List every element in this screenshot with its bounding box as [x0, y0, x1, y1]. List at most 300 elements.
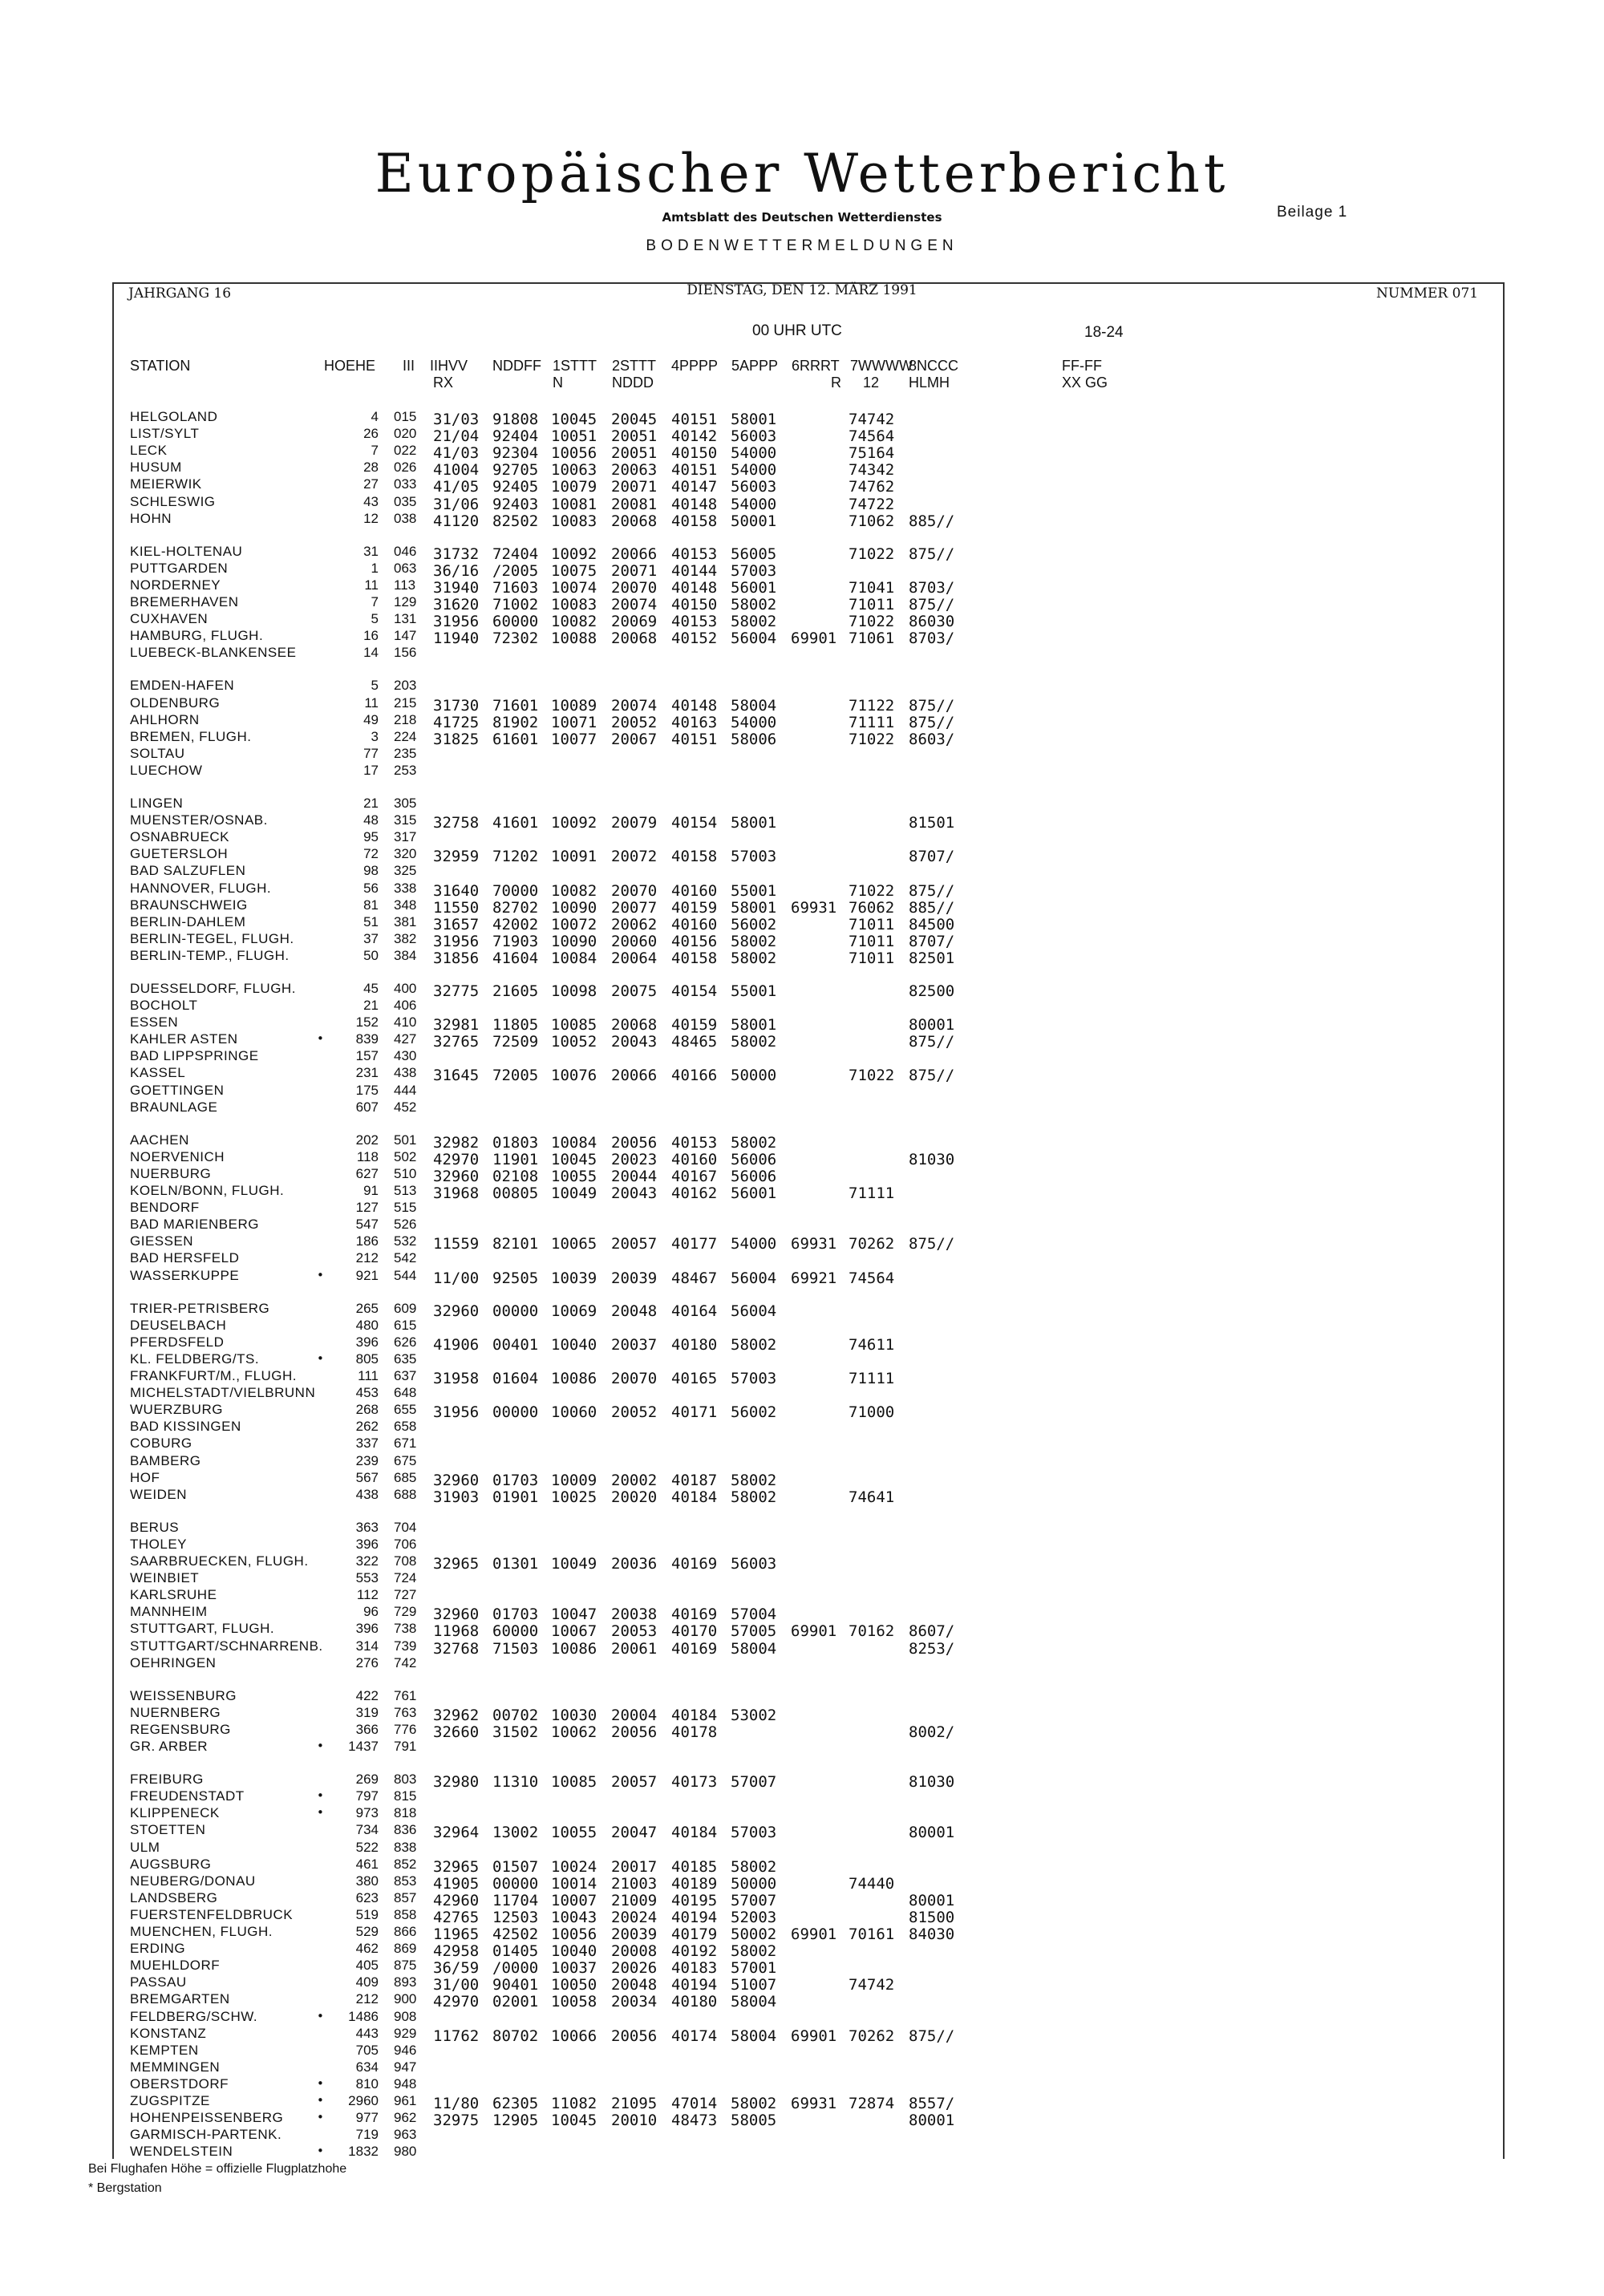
table-row [0, 1217, 1604, 1234]
table-row [0, 1587, 1604, 1605]
section-heading: BODENWETTERMELDUNGEN [646, 237, 958, 254]
station-height: 409 [355, 1974, 379, 1990]
group-iihvv: 31732 [433, 545, 480, 563]
station-index: 893 [394, 1974, 417, 1990]
group-5appp: 56006 [731, 1151, 777, 1168]
group-iihvv: 11550 [433, 899, 480, 917]
group-nddff: 92403 [492, 496, 539, 513]
group-nddff: 70000 [492, 882, 539, 900]
station-name: FREUDENSTADT [130, 1788, 245, 1804]
station-height: 396 [355, 1334, 379, 1350]
group-2sttt: 20066 [611, 545, 658, 563]
group-5appp: 56004 [731, 630, 777, 647]
station-height: 45 [363, 981, 379, 996]
station-name: LIST/SYLT [130, 426, 200, 441]
group-iihvv: 31/03 [433, 411, 480, 428]
group-4pppp: 40180 [671, 1336, 718, 1354]
group-2sttt: 20004 [611, 1707, 658, 1724]
station-index: 836 [394, 1822, 417, 1837]
group-iihvv: 31903 [433, 1488, 480, 1506]
group-4pppp: 40158 [671, 512, 718, 530]
group-nddff: 00000 [492, 1302, 539, 1320]
station-name: MUENSTER/OSNAB. [130, 812, 268, 828]
col-header-xxgg: XX GG [1062, 375, 1108, 391]
station-index: 015 [394, 409, 417, 424]
station-height: 49 [363, 712, 379, 727]
group-5appp: 57003 [731, 848, 777, 865]
group-nddff: 01507 [492, 1858, 539, 1876]
table-row [0, 1402, 1604, 1419]
group-iihvv: 41004 [433, 461, 480, 479]
group-4pppp: 40179 [671, 1925, 718, 1943]
group-1sttt: 10050 [551, 1976, 597, 1994]
station-index: 875 [394, 1958, 417, 1973]
table-row [0, 2059, 1604, 2077]
station-name: FELDBERG/SCHW. [130, 2009, 258, 2024]
group-nddff: 72509 [492, 1033, 539, 1051]
group-8nccc: 8253/ [909, 1640, 955, 1658]
group-4pppp: 40162 [671, 1184, 718, 1202]
group-nddff: /2005 [492, 562, 539, 580]
table-row [0, 1233, 1604, 1251]
table-row [0, 2026, 1604, 2043]
group-1sttt: 10083 [551, 512, 597, 530]
station-height: 11 [364, 695, 379, 711]
station-height: 2960 [348, 2093, 379, 2108]
col-header-station: STATION [130, 358, 191, 374]
station-index: 038 [394, 511, 417, 526]
table-row [0, 1419, 1604, 1436]
group-nddff: 72302 [492, 630, 539, 647]
station-name: BAD SALZUFLEN [130, 863, 246, 878]
station-name: OBERSTDORF [130, 2076, 229, 2092]
station-height: 443 [355, 2026, 379, 2041]
station-index: 609 [394, 1301, 417, 1316]
group-4pppp: 40195 [671, 1892, 718, 1909]
group-1sttt: 10047 [551, 1606, 597, 1623]
station-height: 265 [355, 1301, 379, 1316]
station-index: 035 [394, 494, 417, 509]
group-8nccc: 8703/ [909, 630, 955, 647]
station-index: 325 [394, 863, 417, 878]
group-iihvv: 41725 [433, 714, 480, 731]
group-5appp: 55001 [731, 982, 777, 1000]
group-7wwww: 74722 [849, 496, 895, 513]
group-2sttt: 20053 [611, 1622, 658, 1640]
station-name: BAD HERSFELD [130, 1250, 240, 1265]
table-row [0, 746, 1604, 763]
group-4pppp: 40177 [671, 1235, 718, 1253]
group-5appp: 58006 [731, 731, 777, 748]
station-name: GUETERSLOH [130, 846, 229, 861]
group-nddff: 72005 [492, 1067, 539, 1084]
table-row [0, 1351, 1604, 1369]
group-4pppp: 40164 [671, 1302, 718, 1320]
group-1sttt: 10076 [551, 1067, 597, 1084]
group-nddff: 62305 [492, 2095, 539, 2112]
station-index: 853 [394, 1873, 417, 1889]
station-name: BAD KISSINGEN [130, 1419, 241, 1434]
group-1sttt: 10025 [551, 1488, 597, 1506]
station-height: 21 [363, 998, 379, 1013]
group-4pppp: 40163 [671, 714, 718, 731]
group-iihvv: 32981 [433, 1016, 480, 1034]
table-row [0, 1873, 1604, 1891]
station-height: 118 [356, 1149, 379, 1164]
group-8nccc: 875// [909, 882, 955, 900]
station-height: 623 [355, 1890, 379, 1905]
col-header-4pppp: 4PPPP [671, 358, 719, 374]
table-row [0, 2009, 1604, 2027]
station-height: 1486 [348, 2009, 379, 2024]
station-name: ESSEN [130, 1014, 179, 1030]
group-4pppp: 40152 [671, 630, 718, 647]
group-6rrrt: 69901 [791, 1925, 837, 1943]
station-height: 380 [355, 1873, 379, 1889]
group-iihvv: 41120 [433, 512, 480, 530]
supplement-label: Beilage 1 [1277, 204, 1348, 221]
station-name: NEUBERG/DONAU [130, 1873, 256, 1889]
station-height: 7 [371, 443, 379, 458]
station-name: ZUGSPITZE [130, 2093, 210, 2108]
table-row [0, 1805, 1604, 1823]
group-7wwww: 71061 [849, 630, 895, 647]
station-index: 513 [394, 1183, 417, 1198]
group-2sttt: 20023 [611, 1151, 658, 1168]
station-name: MUEHLDORF [130, 1958, 221, 1973]
mountain-marker: • [317, 1351, 324, 1366]
station-name: STUTTGART, FLUGH. [130, 1621, 275, 1636]
group-8nccc: 81030 [909, 1151, 955, 1168]
group-iihvv: 11559 [433, 1235, 480, 1253]
group-5appp: 54000 [731, 1235, 777, 1253]
station-index: 776 [394, 1722, 417, 1737]
station-height: 276 [355, 1655, 379, 1670]
station-height: 31 [363, 544, 379, 559]
group-iihvv: 36/16 [433, 562, 480, 580]
station-index: 438 [394, 1065, 417, 1080]
station-height: 202 [355, 1132, 379, 1148]
station-name: WENDELSTEIN [130, 2144, 233, 2159]
group-7wwww: 71041 [849, 579, 895, 597]
group-5appp: 55001 [731, 882, 777, 900]
table-row [0, 1604, 1604, 1622]
station-height: 48 [363, 812, 379, 828]
group-1sttt: 10045 [551, 411, 597, 428]
table-row [0, 1553, 1604, 1571]
station-index: 501 [394, 1132, 417, 1148]
group-8nccc: 80001 [909, 1892, 955, 1909]
col-header-nddff: NDDFF [492, 358, 541, 374]
group-5appp: 58001 [731, 814, 777, 832]
group-4pppp: 40169 [671, 1640, 718, 1658]
table-row [0, 544, 1604, 561]
station-index: 317 [394, 829, 417, 844]
group-iihvv: 32960 [433, 1168, 480, 1185]
group-5appp: 56002 [731, 1403, 777, 1421]
station-name: NOERVENICH [130, 1149, 225, 1164]
group-2sttt: 20056 [611, 2027, 658, 2045]
group-8nccc: 86030 [909, 613, 955, 630]
table-row [0, 1772, 1604, 1789]
station-index: 384 [394, 948, 417, 963]
station-name: LECK [130, 443, 168, 458]
station-name: KEMPTEN [130, 2043, 199, 2058]
table-row [0, 1688, 1604, 1706]
group-5appp: 58002 [731, 2095, 777, 2112]
group-iihvv: 31730 [433, 697, 480, 715]
group-iihvv: 31645 [433, 1067, 480, 1084]
group-1sttt: 10075 [551, 562, 597, 580]
station-index: 963 [394, 2127, 417, 2142]
table-row [0, 1857, 1604, 1874]
group-7wwww: 72874 [849, 2095, 895, 2112]
mountain-marker: • [317, 2076, 324, 2091]
group-4pppp: 40160 [671, 882, 718, 900]
group-2sttt: 21095 [611, 2095, 658, 2112]
station-name: BRAUNSCHWEIG [130, 897, 248, 913]
station-height: 212 [355, 1250, 379, 1265]
group-5appp: 54000 [731, 496, 777, 513]
group-4pppp: 40183 [671, 1959, 718, 1977]
group-4pppp: 40159 [671, 899, 718, 917]
col-header-6rrrt: 6RRRT [792, 358, 840, 374]
mountain-marker: • [317, 1788, 324, 1803]
station-name: EMDEN-HAFEN [130, 678, 235, 693]
group-nddff: 71903 [492, 933, 539, 950]
group-5appp: 58001 [731, 411, 777, 428]
table-row [0, 511, 1604, 528]
station-height: 231 [355, 1065, 379, 1080]
station-index: 452 [394, 1099, 417, 1115]
station-index: 129 [394, 594, 417, 609]
group-4pppp: 40173 [671, 1773, 718, 1791]
mountain-marker: • [317, 1739, 324, 1753]
station-name: BREMERHAVEN [130, 594, 239, 609]
group-2sttt: 20068 [611, 1016, 658, 1034]
station-index: 224 [394, 729, 417, 744]
group-nddff: 82702 [492, 899, 539, 917]
group-iihvv: 41/03 [433, 444, 480, 462]
station-height: 98 [363, 863, 379, 878]
group-nddff: 71601 [492, 697, 539, 715]
station-name: KAHLER ASTEN [130, 1031, 238, 1047]
group-nddff: 11310 [492, 1773, 539, 1791]
group-4pppp: 40166 [671, 1067, 718, 1084]
station-height: 319 [355, 1705, 379, 1720]
station-height: 11 [364, 577, 379, 593]
group-4pppp: 40169 [671, 1555, 718, 1573]
group-2sttt: 21009 [611, 1892, 658, 1909]
group-5appp: 54000 [731, 461, 777, 479]
station-name: LUEBECK-BLANKENSEE [130, 645, 297, 660]
station-height: 337 [355, 1436, 379, 1451]
station-height: 529 [355, 1924, 379, 1939]
mountain-marker: • [317, 2144, 324, 2158]
group-8nccc: 81501 [909, 814, 955, 832]
group-7wwww: 74641 [849, 1488, 895, 1506]
station-index: 026 [394, 460, 417, 475]
group-4pppp: 40158 [671, 848, 718, 865]
group-5appp: 56005 [731, 545, 777, 563]
group-1sttt: 10092 [551, 545, 597, 563]
station-height: 91 [363, 1183, 379, 1198]
station-height: 519 [355, 1907, 379, 1922]
group-4pppp: 40171 [671, 1403, 718, 1421]
table-row [0, 577, 1604, 595]
group-2sttt: 20056 [611, 1134, 658, 1152]
group-2sttt: 20077 [611, 899, 658, 917]
group-nddff: 71603 [492, 579, 539, 597]
group-5appp: 56003 [731, 1555, 777, 1573]
group-4pppp: 40144 [671, 562, 718, 580]
mountain-marker: • [317, 1031, 324, 1046]
group-2sttt: 20024 [611, 1909, 658, 1926]
group-1sttt: 10052 [551, 1033, 597, 1051]
group-1sttt: 10051 [551, 427, 597, 445]
group-2sttt: 20020 [611, 1488, 658, 1506]
station-name: WEISSENBURG [130, 1688, 237, 1703]
station-name: KARLSRUHE [130, 1587, 217, 1602]
group-iihvv: 42970 [433, 1151, 480, 1168]
station-name: STOETTEN [130, 1822, 206, 1837]
group-nddff: 92705 [492, 461, 539, 479]
col-header-r: R [831, 375, 841, 391]
group-2sttt: 20079 [611, 814, 658, 832]
group-1sttt: 10092 [551, 814, 597, 832]
table-row [0, 1487, 1604, 1504]
station-name: WEINBIET [130, 1570, 200, 1585]
station-index: 900 [394, 1991, 417, 2006]
group-7wwww: 75164 [849, 444, 895, 462]
group-1sttt: 10024 [551, 1858, 597, 1876]
station-height: 269 [355, 1772, 379, 1787]
group-2sttt: 20066 [611, 1067, 658, 1084]
station-index: 305 [394, 796, 417, 811]
table-row [0, 763, 1604, 780]
group-2sttt: 20002 [611, 1472, 658, 1489]
station-index: 708 [394, 1553, 417, 1569]
group-nddff: 92505 [492, 1269, 539, 1287]
group-1sttt: 10098 [551, 982, 597, 1000]
station-name: FRANKFURT/M., FLUGH. [130, 1368, 298, 1383]
group-8nccc: 875// [909, 596, 955, 613]
group-iihvv: 31657 [433, 916, 480, 933]
group-8nccc: 82501 [909, 950, 955, 967]
station-index: 156 [394, 645, 417, 660]
table-row [0, 1250, 1604, 1268]
group-nddff: 92405 [492, 478, 539, 496]
table-row [0, 1099, 1604, 1117]
group-1sttt: 10014 [551, 1875, 597, 1893]
station-index: 962 [394, 2110, 417, 2125]
group-4pppp: 40184 [671, 1707, 718, 1724]
table-row [0, 2043, 1604, 2060]
station-index: 675 [394, 1453, 417, 1468]
group-nddff: 01803 [492, 1134, 539, 1152]
station-name: PUTTGARDEN [130, 561, 229, 576]
group-nddff: 21605 [492, 982, 539, 1000]
group-iihvv: 32765 [433, 1033, 480, 1051]
group-nddff: 31502 [492, 1723, 539, 1741]
station-index: 947 [394, 2059, 417, 2075]
table-row [0, 1183, 1604, 1201]
station-height: 27 [363, 476, 379, 492]
group-4pppp: 40167 [671, 1168, 718, 1185]
group-iihvv: 41/05 [433, 478, 480, 496]
station-name: DUESSELDORF, FLUGH. [130, 981, 296, 996]
group-4pppp: 48473 [671, 2112, 718, 2129]
group-4pppp: 40142 [671, 427, 718, 445]
station-name: GR. ARBER [130, 1739, 209, 1754]
table-row [0, 1268, 1604, 1286]
group-2sttt: 20051 [611, 427, 658, 445]
station-index: 648 [394, 1385, 417, 1400]
mountain-marker: • [317, 2009, 324, 2023]
station-index: 929 [394, 2026, 417, 2041]
station-name: ULM [130, 1840, 160, 1855]
group-1sttt: 10040 [551, 1942, 597, 1960]
group-1sttt: 10085 [551, 1773, 597, 1791]
station-height: 797 [355, 1788, 379, 1804]
station-index: 655 [394, 1402, 417, 1417]
group-iihvv: 32965 [433, 1555, 480, 1573]
station-height: 553 [355, 1570, 379, 1585]
table-row [0, 1048, 1604, 1066]
station-name: MEMMINGEN [130, 2059, 221, 2075]
group-4pppp: 48467 [671, 1269, 718, 1287]
station-name: KASSEL [130, 1065, 186, 1080]
group-iihvv: 32960 [433, 1606, 480, 1623]
group-nddff: 61601 [492, 731, 539, 748]
table-row [0, 1537, 1604, 1554]
group-7wwww: 74742 [849, 1976, 895, 1994]
group-nddff: 02001 [492, 1993, 539, 2011]
station-name: WASSERKUPPE [130, 1268, 240, 1283]
group-8nccc: 875// [909, 2027, 955, 2045]
station-index: 382 [394, 931, 417, 946]
table-row [0, 460, 1604, 477]
table-row [0, 1334, 1604, 1352]
group-4pppp: 40151 [671, 411, 718, 428]
group-2sttt: 20070 [611, 882, 658, 900]
group-8nccc: 8603/ [909, 731, 955, 748]
group-8nccc: 885// [909, 899, 955, 917]
table-row [0, 443, 1604, 460]
station-name: PASSAU [130, 1974, 187, 1990]
group-5appp: 57003 [731, 1370, 777, 1387]
station-index: 869 [394, 1941, 417, 1956]
station-index: 131 [394, 611, 417, 626]
table-row [0, 931, 1604, 949]
station-height: 627 [355, 1166, 379, 1181]
station-name: KONSTANZ [130, 2026, 207, 2041]
group-7wwww: 71011 [849, 916, 895, 933]
group-1sttt: 10077 [551, 731, 597, 748]
station-name: GARMISCH-PARTENK. [130, 2127, 282, 2142]
group-iihvv: 11/00 [433, 1269, 480, 1287]
group-iihvv: 42765 [433, 1909, 480, 1926]
station-height: 26 [363, 426, 379, 441]
station-name: BRAUNLAGE [130, 1099, 218, 1115]
table-row [0, 1974, 1604, 1992]
group-nddff: 41604 [492, 950, 539, 967]
observation-time: 00 UHR UTC [752, 322, 842, 339]
group-1sttt: 10040 [551, 1336, 597, 1354]
station-height: 96 [363, 1604, 379, 1619]
station-height: 56 [363, 881, 379, 896]
station-height: 705 [355, 2043, 379, 2058]
